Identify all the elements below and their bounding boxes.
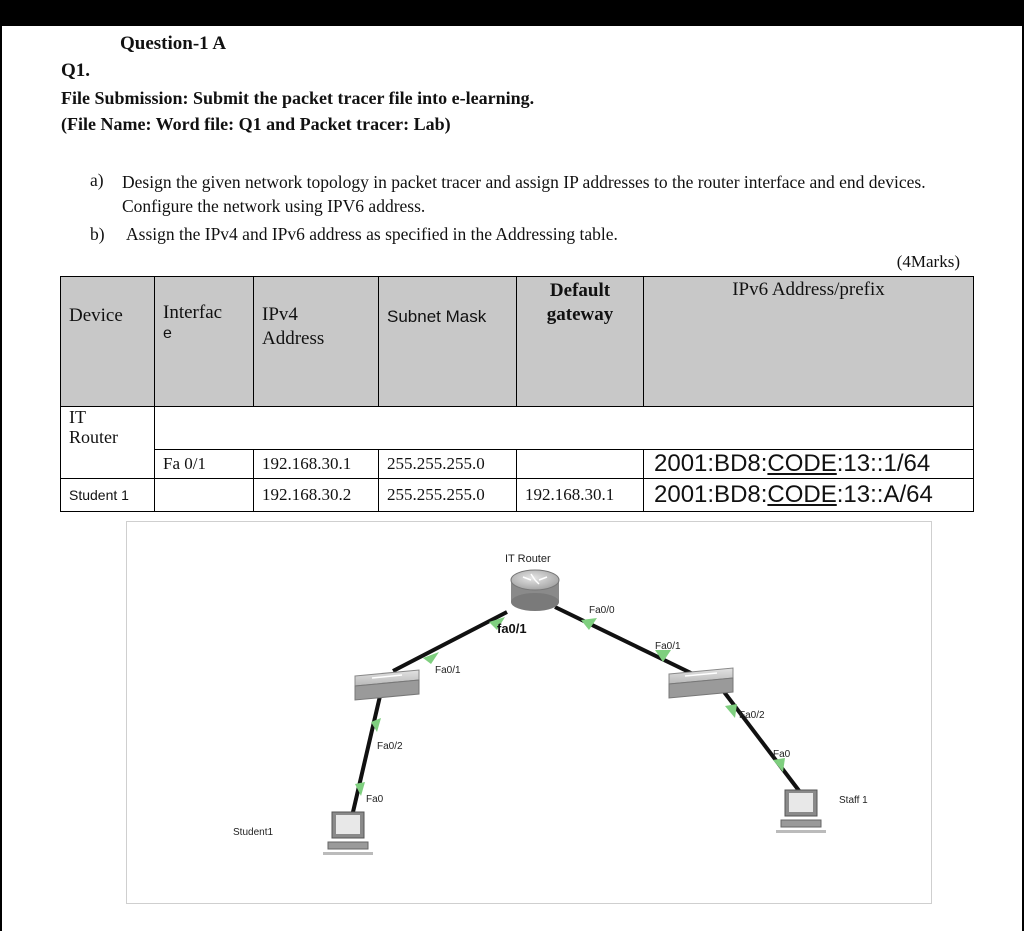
- list-marker-b: b): [90, 224, 105, 244]
- link-switch2-staff: [715, 680, 800, 792]
- cell-router-interface: Fa 0/1: [155, 450, 254, 479]
- header-device: Device: [61, 277, 155, 407]
- cell-router-subnet: 255.255.255.0: [379, 450, 517, 479]
- cell-router-device: IT Router: [61, 407, 155, 479]
- switch2-fa0-2-label: Fa0/2: [739, 710, 765, 721]
- staff-fa0-label: Fa0: [773, 749, 791, 760]
- student-pc-icon: [323, 812, 373, 855]
- list-marker-a: a): [90, 170, 104, 190]
- header-gateway: Default gateway: [517, 277, 644, 407]
- cell-student-ipv6: 2001:BD8:CODE:13::A/64: [644, 479, 974, 512]
- student-fa0-label: Fa0: [366, 794, 384, 805]
- switch2-fa0-1-label: Fa0/1: [655, 641, 681, 652]
- cell-student-ipv4: 192.168.30.2: [254, 479, 379, 512]
- switch1-fa0-1-label: Fa0/1: [435, 665, 461, 676]
- instruction-a: Design the given network topology in packet tracer and assign IP addresses to the router interface and end devices. Configure the network using IPV6 address.: [122, 172, 926, 216]
- table-header-row: [61, 277, 974, 407]
- cell-router-gateway: [517, 450, 644, 479]
- instruction-b: Assign the IPv4 and IPv6 address as specified in the Addressing table.: [126, 224, 618, 244]
- staff-pc-icon: [776, 790, 826, 833]
- router-label: IT Router: [505, 553, 551, 565]
- link-arrow: [773, 758, 785, 772]
- top-black-bar: [0, 0, 1024, 26]
- network-topology-diagram: [126, 521, 932, 904]
- link-router-switch1: [393, 612, 507, 671]
- router-icon: [511, 570, 559, 611]
- addressing-table: [60, 276, 974, 512]
- cell-router-ipv4: 192.168.30.1: [254, 450, 379, 479]
- header-ipv6: IPv6 Address/prefix: [644, 277, 974, 407]
- student-label: Student1: [233, 827, 274, 838]
- marks-label: (4Marks): [896, 252, 960, 271]
- table-row-router: [61, 450, 974, 479]
- file-submission-line: File Submission: Submit the packet tracer file into e-learning.: [61, 88, 535, 108]
- cell-student-interface: [155, 479, 254, 512]
- staff-label: Staff 1: [839, 795, 868, 806]
- blank-row-space: [155, 407, 974, 450]
- header-subnet: Subnet Mask: [379, 277, 517, 407]
- table-row: [61, 407, 974, 450]
- cell-student-device: Student 1: [61, 479, 155, 512]
- router-fa0-1-label: fa0/1: [497, 621, 527, 636]
- cell-student-gateway: 192.168.30.1: [517, 479, 644, 512]
- question-title: Question-1 A: [120, 33, 227, 54]
- left-border: [0, 26, 2, 931]
- router-fa0-0-label: Fa0/0: [589, 605, 615, 616]
- table-row-student: [61, 479, 974, 512]
- switch1-fa0-2-label: Fa0/2: [377, 741, 403, 752]
- link-arrow: [725, 704, 737, 718]
- switch1-icon: [355, 670, 419, 700]
- cell-student-subnet: 255.255.255.0: [379, 479, 517, 512]
- file-name-line: (File Name: Word file: Q1 and Packet tracer: Lab): [61, 114, 451, 134]
- header-ipv4: IPv4 Address: [254, 277, 379, 407]
- header-interface: Interfac e: [155, 277, 254, 407]
- cell-router-ipv6: 2001:BD8:CODE:13::1/64: [644, 450, 974, 479]
- question-number: Q1.: [61, 60, 91, 81]
